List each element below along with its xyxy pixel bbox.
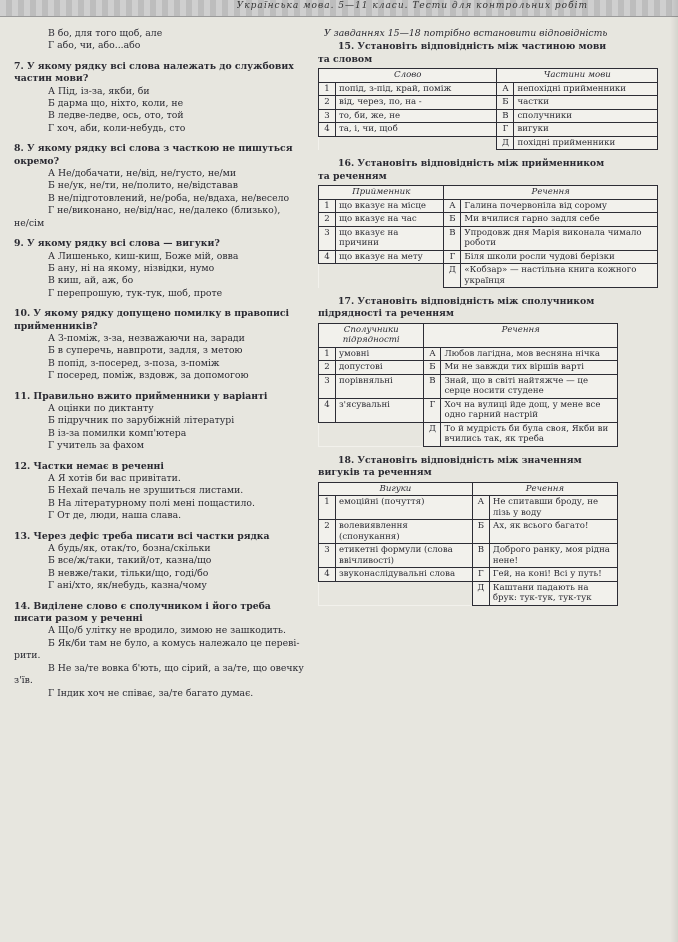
column-header-right: Речення [424, 323, 618, 347]
row-letter: Д [444, 264, 461, 288]
q16-title: 16. Установіть відповідність між прийменником [338, 158, 605, 170]
answer-option: В Не за/те вовка б'ють, що сірий, а за/те, що овечку [48, 662, 304, 674]
answer-option: Г не/виконано, не/від/нас, не/далеко (близько), [48, 205, 281, 217]
row-number [319, 422, 336, 446]
question-text: частин мови? [14, 73, 89, 85]
row-right-text: непохідні прийменники [514, 82, 658, 96]
column-header-right: Речення [444, 186, 658, 200]
answer-option: А оцінки по диктанту [48, 402, 154, 414]
column-header-right: Речення [472, 482, 617, 496]
q16-title-cont: та реченням [318, 170, 387, 182]
row-right-text: Не спитавши броду, не лізь у воду [489, 496, 617, 520]
spacer [14, 300, 324, 308]
row-letter: В [472, 544, 489, 568]
row-letter: А [472, 496, 489, 520]
row-number: 3 [319, 374, 336, 398]
table-header-row [319, 69, 658, 83]
question-15 [318, 41, 676, 150]
row-number: 2 [319, 96, 336, 110]
row-letter: В [497, 109, 514, 123]
table-row [319, 82, 658, 96]
answer-option: А Лишенько, киш-киш, Боже мій, овва [48, 250, 239, 262]
answer-option: А Не/добачати, не/від, не/густо, не/ми [48, 168, 237, 180]
row-left-text [336, 136, 497, 150]
row-letter: А [424, 347, 441, 361]
row-right-text: Ах, як всього багато! [489, 520, 617, 544]
answer-option: Г посеред, поміж, вздовж, за допомогою [48, 370, 249, 382]
row-left-text: допустові [336, 361, 424, 375]
row-letter: В [444, 226, 461, 250]
table-row [319, 374, 618, 398]
question-text: прийменників? [14, 320, 98, 332]
table-row [319, 347, 618, 361]
row-right-text: Гей, на коні! Всі у путь! [489, 568, 617, 582]
table-row [319, 398, 618, 422]
row-right-text: вигуки [514, 123, 658, 137]
row-left-text: емоційні (почуття) [336, 496, 473, 520]
row-number [319, 136, 336, 150]
row-letter: Д [472, 581, 489, 605]
answer-option: В На літературному полі мені пощастило. [48, 497, 255, 509]
page-edge-shadow [670, 0, 678, 942]
row-letter: Г [444, 250, 461, 264]
column-header-left: Вигуки [319, 482, 473, 496]
column-header-left: Сполучники підрядності [319, 323, 424, 347]
answer-option: Б Нехай печаль не зрушиться листами. [48, 485, 244, 497]
row-left-text: умовні [336, 347, 424, 361]
table-row [319, 544, 618, 568]
q16-table [318, 185, 658, 288]
table-row [319, 496, 618, 520]
answer-option: А Що/б улітку не вродило, зимою не зашкодить. [48, 625, 286, 637]
row-right-text: Знай, що в світі найтяжче — це серце носити студене [441, 374, 618, 398]
row-number: 4 [319, 250, 336, 264]
table-row [319, 109, 658, 123]
answer-option: А З-поміж, з-за, незважаючи на, заради [48, 332, 245, 344]
row-right-text: частки [514, 96, 658, 110]
row-right-text: Доброго ранку, моя рідна нене! [489, 544, 617, 568]
row-right-text: Ми вчилися гарно задля себе [461, 213, 658, 227]
q17-table [318, 323, 618, 447]
table-row [319, 264, 658, 288]
question-text: 12. Частки немає в реченні [14, 460, 164, 472]
table-row [319, 96, 658, 110]
answer-option: А Під, із-за, якби, би [48, 85, 150, 97]
answer-option: Б не/ук, не/ти, не/полито, не/відставав [48, 180, 238, 192]
answer-option: В бо, для того щоб, але [48, 28, 163, 39]
question-text: 9. У якому рядку всі слова — вигуки? [14, 238, 220, 250]
q18-title-cont: вигуків та реченням [318, 467, 432, 479]
row-number: 1 [319, 199, 336, 213]
spacer [14, 135, 324, 143]
row-left-text: то, би, же, не [336, 109, 497, 123]
question-text: 14. Виділене слово є сполучником і його треба [14, 600, 271, 612]
row-number: 4 [319, 398, 336, 422]
column-header-left: Слово [319, 69, 497, 83]
question-text: окремо? [14, 155, 60, 167]
table-row [319, 581, 618, 605]
table-header-row [319, 186, 658, 200]
row-left-text: волевиявлення (спонукання) [336, 520, 473, 544]
row-right-text: Хоч на вулиці йде дощ, у мене все одно гарний настрій [441, 398, 618, 422]
table-row [319, 422, 618, 446]
row-number [319, 581, 336, 605]
answer-option: В попід, з-посеред, з-поза, з-поміж [48, 357, 220, 369]
row-left-text: що вказує на мету [336, 250, 444, 264]
row-letter: Г [424, 398, 441, 422]
answer-option: Б Як/би там не було, а комусь належало це переві- [48, 637, 300, 649]
answer-option: Г От де, люди, наша слава. [48, 510, 182, 522]
table-row [319, 361, 618, 375]
row-right-text: Упродовж дня Марія виконала чимало роботи [461, 226, 658, 250]
question-17 [318, 296, 676, 447]
row-left-text: звуконаслідувальні слова [336, 568, 473, 582]
row-left-text: що вказує на час [336, 213, 444, 227]
spacer [14, 53, 324, 61]
spacer [14, 383, 324, 391]
row-letter: А [444, 199, 461, 213]
q18-title: 18. Установіть відповідність між значенням [338, 454, 582, 466]
row-number [319, 264, 336, 288]
answer-option: Г хоч, аби, коли-небудь, сто [48, 122, 186, 134]
q17-title: 17. Установіть відповідність між сполучником [338, 296, 595, 308]
row-number: 1 [319, 347, 336, 361]
row-number: 2 [319, 361, 336, 375]
table-header-row [319, 323, 618, 347]
answer-option: А будь/як, отак/то, бозна/скільки [48, 543, 211, 555]
answer-option: рити. [14, 650, 41, 662]
row-number: 4 [319, 568, 336, 582]
question-text: 8. У якому рядку всі слова з часткою не пишуться [14, 143, 293, 155]
right-column [318, 28, 676, 606]
row-letter: А [497, 82, 514, 96]
row-number: 2 [319, 520, 336, 544]
table-row [319, 520, 618, 544]
answer-option: Г учитель за фахом [48, 440, 144, 452]
answer-option: не/сім [14, 217, 45, 229]
table-header-row [319, 482, 618, 496]
row-letter: Д [497, 136, 514, 150]
answer-option: Б підручник по зарубіжній літературі [48, 415, 235, 427]
q15-title-cont: та словом [318, 53, 373, 65]
answer-option: Б все/ж/таки, такий/от, казна/що [48, 555, 212, 567]
answer-option: В із-за помилки комп'ютера [48, 427, 187, 439]
question-text: 13. Через дефіс треба писати всі частки рядка [14, 530, 270, 542]
row-left-text: етикетні формули (слова ввічливості) [336, 544, 473, 568]
spacer [14, 523, 324, 531]
question-text: 10. У якому рядку допущено помилку в правописі [14, 308, 290, 320]
q17-title-cont: підрядності та реченням [318, 308, 455, 320]
row-letter: Г [472, 568, 489, 582]
question-text: 7. У якому рядку всі слова належать до службових [14, 60, 294, 72]
answer-option: Б дарма що, ніхто, коли, не [48, 98, 184, 110]
row-number: 3 [319, 544, 336, 568]
row-left-text: з'ясувальні [336, 398, 424, 422]
row-left-text: від, через, по, на - [336, 96, 497, 110]
row-left-text: попід, з-під, край, поміж [336, 82, 497, 96]
table-row [319, 136, 658, 150]
row-letter: Б [444, 213, 461, 227]
q15-table [318, 68, 658, 150]
left-column [14, 28, 324, 700]
row-right-text: «Кобзар» — настільна книга кожного українця [461, 264, 658, 288]
row-right-text: Ми не завжди тих віршів варті [441, 361, 618, 375]
answer-option: В не/підготовлений, не/роба, не/вдаха, не/весело [48, 192, 290, 204]
row-left-text [336, 422, 424, 446]
answer-option: В ледве-ледве, ось, ото, той [48, 110, 184, 122]
row-letter: Б [497, 96, 514, 110]
row-right-text: Біля школи росли чудові берізки [461, 250, 658, 264]
answer-option: Б ану, ні на якому, нізвідки, нумо [48, 262, 215, 274]
row-number: 4 [319, 123, 336, 137]
q18-table [318, 482, 618, 606]
table-row [319, 213, 658, 227]
row-letter: Д [424, 422, 441, 446]
row-left-text [336, 581, 473, 605]
row-left-text: що вказує на причини [336, 226, 444, 250]
row-number: 1 [319, 496, 336, 520]
page-header-text: Українська мова. 5—11 класи. Тести для контрольних робіт [236, 1, 588, 11]
row-number: 3 [319, 226, 336, 250]
answer-option: В киш, ай, аж, бо [48, 275, 134, 287]
spacer [14, 453, 324, 461]
question-text: 11. Правильно вжито прийменники у варіанті [14, 390, 268, 402]
answer-option: Г Індик хоч не співає, за/те багато думає. [48, 687, 254, 699]
row-number: 2 [319, 213, 336, 227]
row-number: 1 [319, 82, 336, 96]
table-row [319, 199, 658, 213]
row-right-text: То й мудрість би була своя, Якби ви вчились так, як треба [441, 422, 618, 446]
row-letter: Б [472, 520, 489, 544]
page-header-band [0, 0, 678, 17]
row-left-text: порівняльні [336, 374, 424, 398]
row-right-text: похідні прийменники [514, 136, 658, 150]
matching-instruction: У завданнях 15—18 потрібно встановити відповідність [324, 28, 608, 39]
spacer [14, 230, 324, 238]
spacer [14, 593, 324, 601]
row-left-text [336, 264, 444, 288]
row-number: 3 [319, 109, 336, 123]
table-row [319, 226, 658, 250]
row-right-text: Галина почервоніла від сорому [461, 199, 658, 213]
row-right-text: сполучники [514, 109, 658, 123]
question-18 [318, 455, 676, 606]
table-row [319, 250, 658, 264]
row-left-text: що вказує на місце [336, 199, 444, 213]
row-letter: В [424, 374, 441, 398]
row-letter: Б [424, 361, 441, 375]
question-16 [318, 158, 676, 288]
answer-option: Г ані/хто, як/небудь, казна/чому [48, 580, 207, 592]
table-row [319, 568, 618, 582]
answer-option: Г перепрошую, тук-тук, шоб, проте [48, 287, 223, 299]
table-row [319, 123, 658, 137]
row-left-text: та, і, чи, щоб [336, 123, 497, 137]
answer-option: з'їв. [14, 675, 33, 687]
question-text: писати разом у реченні [14, 613, 143, 625]
column-header-left: Прийменник [319, 186, 444, 200]
row-right-text: Любов лагідна, мов весняна нічка [441, 347, 618, 361]
row-letter: Г [497, 123, 514, 137]
q15-title: 15. Установіть відповідність між частиною мови [338, 41, 607, 53]
answer-option: В невже/таки, тільки/що, годі/бо [48, 567, 209, 579]
row-right-text: Каштани падають на брук: тук-тук, тук-тук [489, 581, 617, 605]
answer-option: Б в суперечь, навпроти, задля, з метою [48, 345, 243, 357]
answer-option: А Я хотів би вас привітати. [48, 473, 181, 484]
column-header-right: Частини мови [497, 69, 658, 83]
answer-option: Г або, чи, або...або [48, 40, 141, 52]
